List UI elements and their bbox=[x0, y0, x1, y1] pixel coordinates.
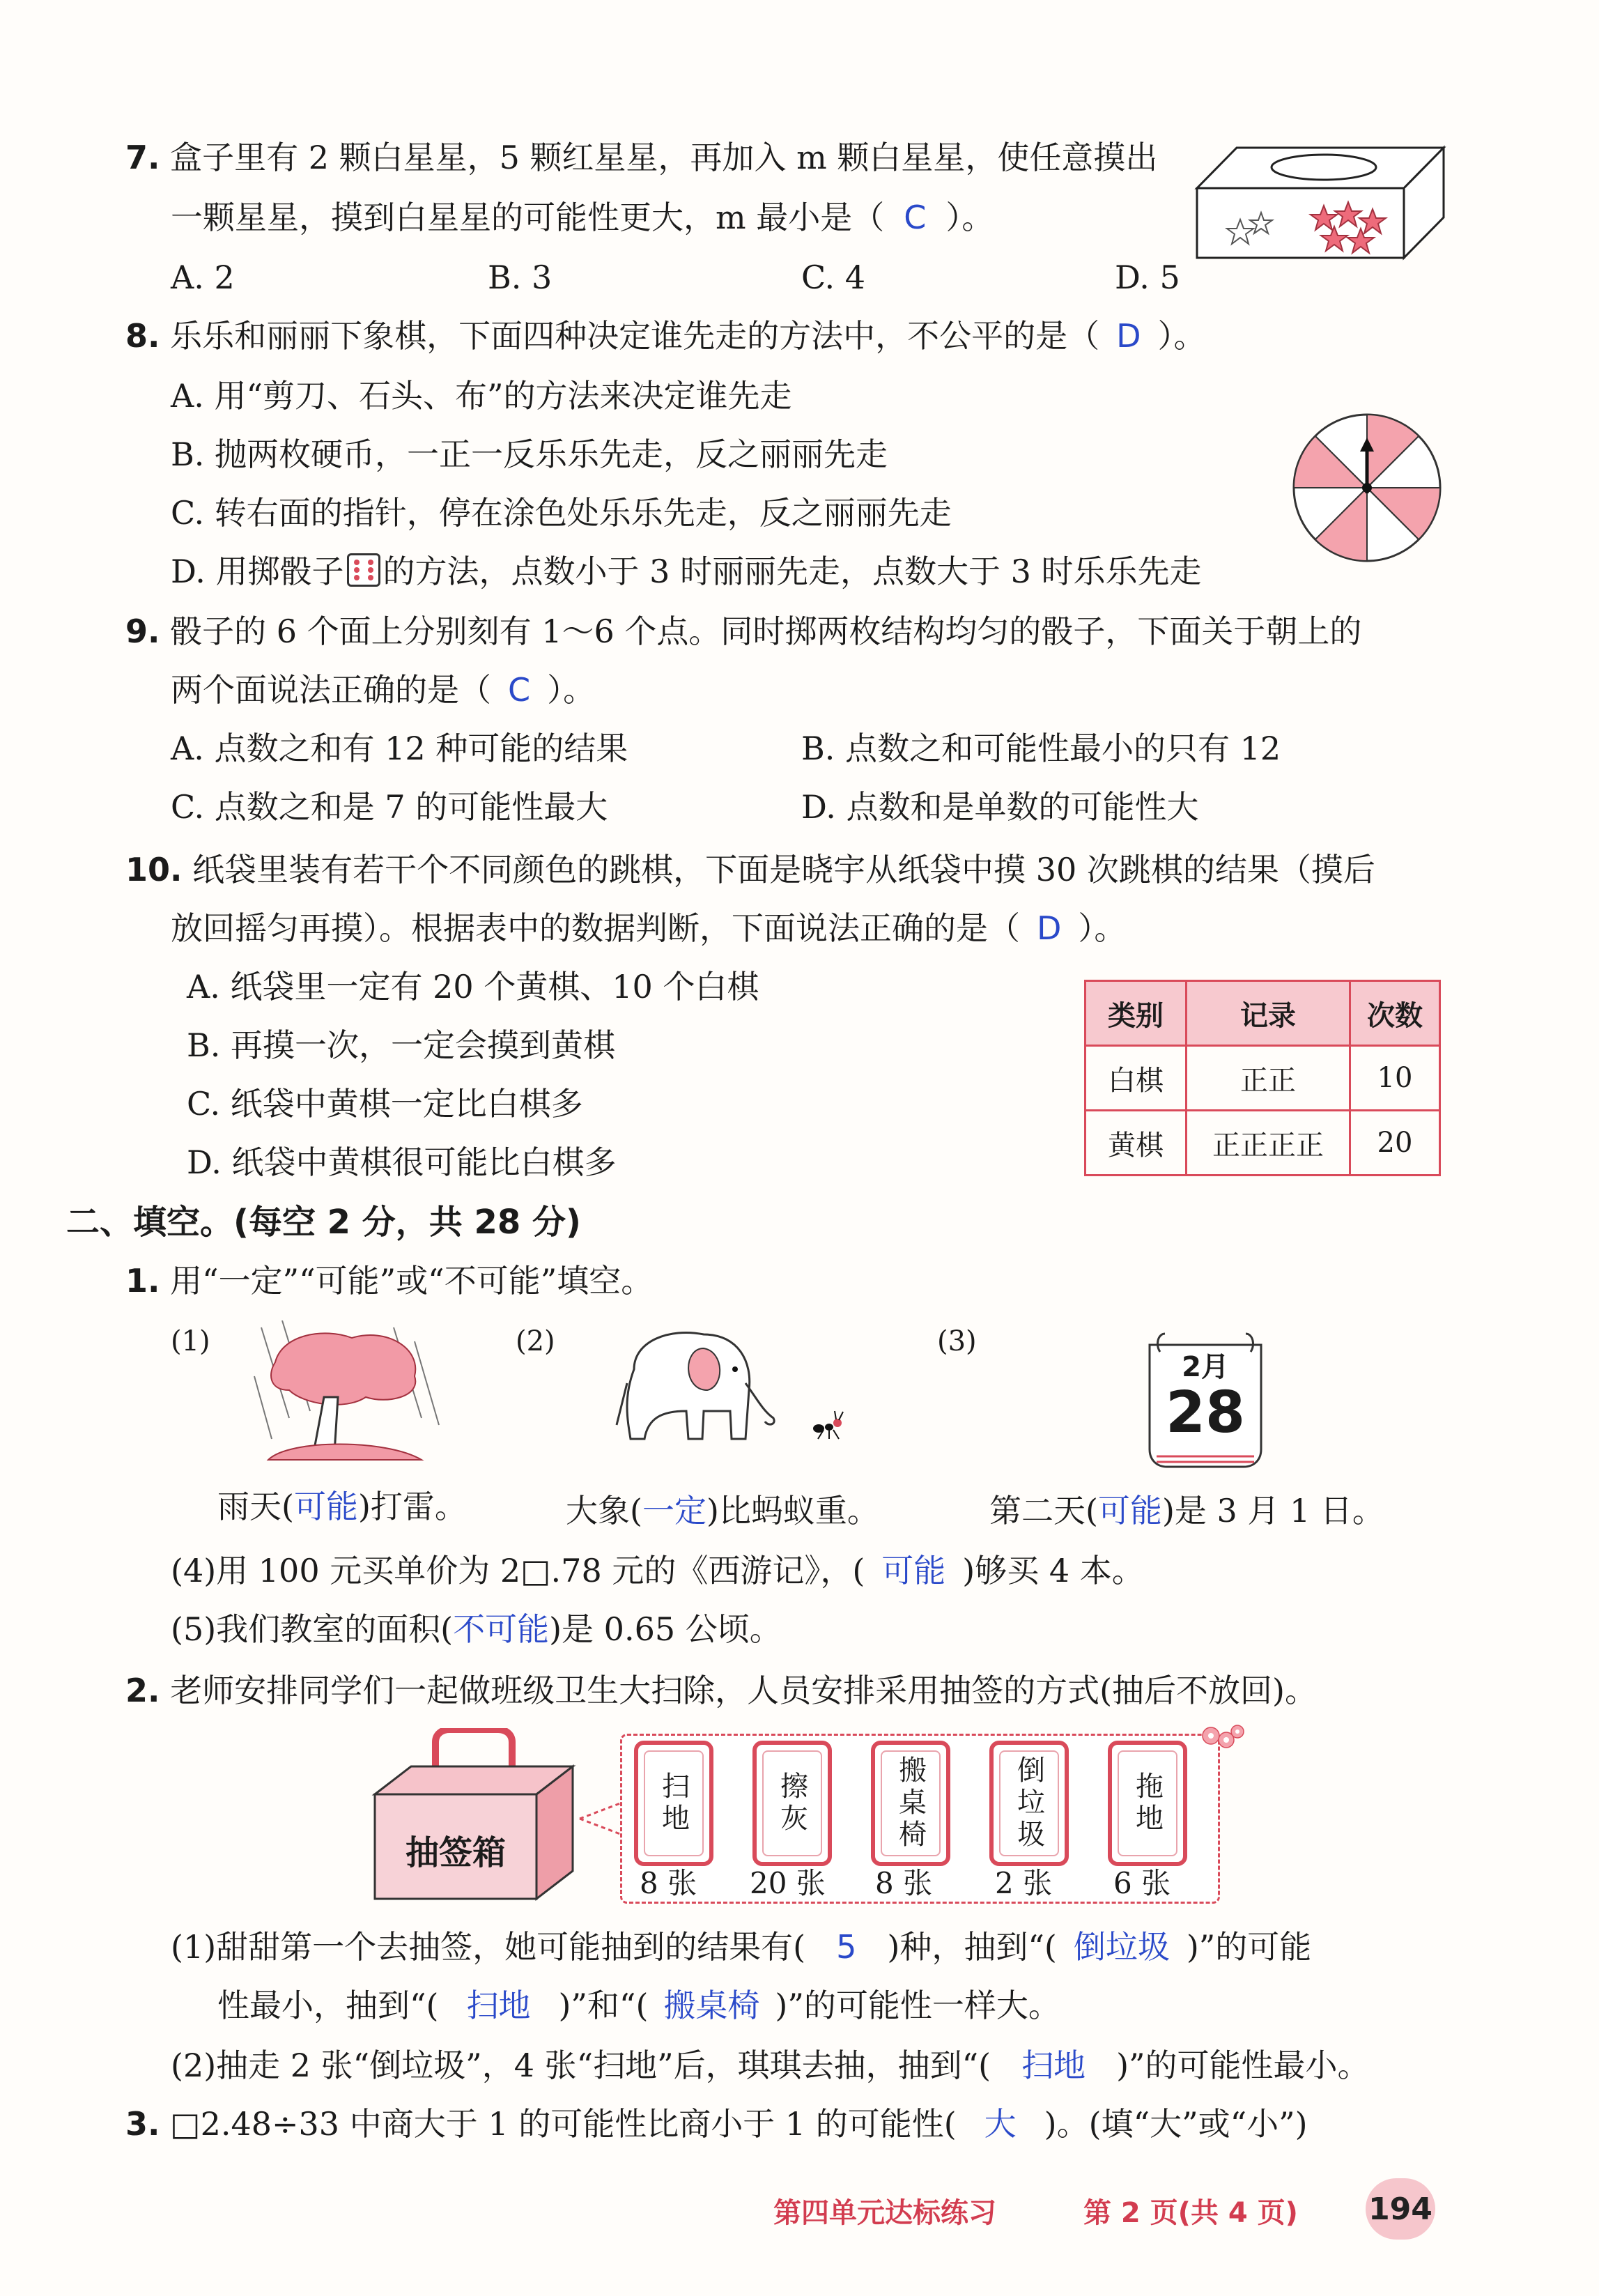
f2-p1-e: )”和“( bbox=[558, 1987, 649, 2024]
q7-option-c: C. 4 bbox=[801, 259, 866, 296]
f3-post: )。(填“大”或“小”) bbox=[1044, 2105, 1308, 2143]
f2-answer-part2: 扫地 bbox=[1021, 2047, 1086, 2084]
pic2-pre: 大象( bbox=[566, 1492, 642, 1530]
card-trash bbox=[989, 1741, 1069, 1866]
q10-line2-pre: 放回摇匀再摸）。根据表中的数据判断，下面说法正确的是（ bbox=[171, 909, 1020, 947]
table-cell: 正正正正 bbox=[1187, 1111, 1350, 1176]
q7-text: 盒子里有 2 颗白星星，5 颗红星星，再加入 m 颗白星星，使任意摸出 bbox=[170, 139, 1158, 176]
q7-line2-pre: 一颗星星，摸到白星星的可能性更大，m 最小是（ bbox=[171, 199, 885, 236]
table-row bbox=[1086, 1046, 1440, 1111]
calendar-illustration bbox=[1143, 1324, 1268, 1470]
q9-option-a: A. 点数之和有 12 种可能的结果 bbox=[171, 730, 628, 767]
f1-item4-post: )够买 4 本。 bbox=[962, 1552, 1144, 1589]
rain-tree-illustration bbox=[247, 1320, 442, 1474]
q7-option-b: B. 3 bbox=[488, 259, 553, 296]
calendar-month: 2月 bbox=[1182, 1351, 1229, 1383]
card-count: 8 张 bbox=[640, 1866, 697, 1900]
f2-answer-equal-2: 搬桌椅 bbox=[663, 1987, 760, 2024]
q7-number: 7. bbox=[125, 139, 160, 176]
q10-option-d: D. 纸袋中黄棋很可能比白棋多 bbox=[187, 1143, 617, 1181]
q10-answer: D bbox=[1037, 909, 1062, 947]
f1-item5-pre: (5)我们教室的面积( bbox=[171, 1610, 454, 1648]
f2-p2-a: (2)抽走 2 张“倒垃圾”，4 张“扫地”后，琪琪去抽，抽到“( bbox=[171, 2047, 991, 2084]
f2-p1-c: )”的可能 bbox=[1186, 1928, 1312, 1966]
q9-line1 bbox=[125, 610, 1361, 652]
card-move-desks bbox=[871, 1741, 950, 1866]
f2-part1-line2 bbox=[217, 1985, 1060, 2026]
page-number: 194 bbox=[1368, 2191, 1432, 2227]
q8-answer: D bbox=[1116, 317, 1141, 355]
pic1-post: )打雷。 bbox=[357, 1488, 467, 1525]
q9-number: 9. bbox=[125, 612, 160, 650]
pic1-pre: 雨天( bbox=[217, 1488, 294, 1525]
q8-line1 bbox=[125, 315, 1206, 357]
tally-table bbox=[1084, 980, 1441, 1176]
card-task: 拖地 bbox=[1131, 1771, 1164, 1835]
table-cell: 正正 bbox=[1187, 1046, 1350, 1111]
spinner-illustration bbox=[1290, 411, 1444, 564]
q7-line2-post: ）。 bbox=[945, 199, 994, 236]
f2-p1-b: )种，抽到“( bbox=[887, 1928, 1057, 1966]
card-count: 20 张 bbox=[750, 1866, 826, 1900]
q10-option-b: B. 再摸一次，一定会摸到黄棋 bbox=[187, 1026, 616, 1064]
q8-option-b: B. 抛两枚硬币，一正一反乐乐先走，反之丽丽先走 bbox=[171, 436, 888, 473]
pic2-sentence bbox=[566, 1490, 879, 1532]
q9-option-b: B. 点数之和可能性最小的只有 12 bbox=[801, 730, 1281, 767]
q10-number: 10. bbox=[125, 851, 183, 888]
ant-icon bbox=[808, 1401, 850, 1442]
table-header-record: 记录 bbox=[1187, 981, 1350, 1046]
q7-option-d: D. 5 bbox=[1115, 259, 1180, 296]
page-number-badge bbox=[1366, 2178, 1435, 2240]
f1-item5-post: )是 0.65 公顷。 bbox=[549, 1610, 782, 1648]
q9-option-c: C. 点数之和是 7 的可能性最大 bbox=[171, 788, 608, 826]
q9-line2 bbox=[171, 669, 595, 711]
f1-item4-pre: (4)用 100 元买单价为 2□.78 元的《西游记》，( bbox=[171, 1552, 865, 1589]
q9-line2-post: ）。 bbox=[547, 671, 596, 709]
f2-answer-count: 5 bbox=[836, 1928, 857, 1966]
q8-text-post: ）。 bbox=[1157, 317, 1206, 355]
table-cell: 黄棋 bbox=[1086, 1111, 1187, 1176]
pic1-answer: 可能 bbox=[293, 1488, 358, 1525]
f1-line bbox=[125, 1260, 653, 1302]
lottery-box bbox=[369, 1728, 578, 1902]
q7-line2 bbox=[171, 197, 994, 238]
q8-text: 乐乐和丽丽下象棋，下面四种决定谁先走的方法中，不公平的是（ bbox=[170, 317, 1100, 355]
q8-number: 8. bbox=[125, 317, 160, 355]
dice-icon bbox=[347, 553, 380, 587]
f1-item4-answer: 可能 bbox=[881, 1552, 946, 1589]
q10-option-a: A. 纸袋里一定有 20 个黄棋、10 个白棋 bbox=[187, 968, 759, 1006]
pic2-answer: 一定 bbox=[642, 1492, 706, 1530]
f2-p1-f: )”的可能性一样大。 bbox=[775, 1987, 1060, 2024]
f2-line bbox=[125, 1670, 1317, 1711]
f3-line bbox=[125, 2103, 1308, 2145]
q9-answer: C bbox=[508, 671, 531, 709]
card-dust bbox=[752, 1741, 832, 1866]
q7-option-a: A. 2 bbox=[171, 259, 235, 296]
table-cell: 白棋 bbox=[1086, 1046, 1187, 1111]
q9-text: 骰子的 6 个面上分别刻有 1～6 个点。同时掷两枚结构均匀的骰子，下面关于朝上的 bbox=[170, 612, 1362, 650]
f1-item5-answer: 不可能 bbox=[453, 1610, 550, 1648]
q8-option-c: C. 转右面的指针，停在涂色处乐乐先走，反之丽丽先走 bbox=[171, 494, 952, 532]
q7-line1 bbox=[125, 137, 1157, 178]
f1-item5 bbox=[171, 1608, 782, 1650]
f3-pre: □2.48÷33 中商大于 1 的可能性比商小于 1 的可能性( bbox=[170, 2105, 957, 2143]
q8-option-d bbox=[171, 550, 1202, 592]
lottery-box-label: 抽签箱 bbox=[405, 1833, 506, 1872]
card-task: 扫地 bbox=[657, 1771, 690, 1835]
f1-text: 用“一定”“可能”或“不可能”填空。 bbox=[170, 1262, 654, 1300]
section2-title: 二、填空。(每空 2 分，共 28 分) bbox=[66, 1203, 581, 1242]
f2-text: 老师安排同学们一起做班级卫生大扫除，人员安排采用抽签的方式(抽后不放回)。 bbox=[170, 1672, 1318, 1709]
table-header-category: 类别 bbox=[1086, 981, 1187, 1046]
q8-option-a: A. 用“剪刀、石头、布”的方法来决定谁先走 bbox=[171, 377, 792, 415]
q10-option-c: C. 纸袋中黄棋一定比白棋多 bbox=[187, 1085, 583, 1123]
q10-line1 bbox=[125, 849, 1375, 891]
card-count: 8 张 bbox=[875, 1866, 933, 1900]
card-mop bbox=[1108, 1741, 1187, 1866]
f1-item4 bbox=[171, 1550, 1144, 1592]
calendar-day: 28 bbox=[1165, 1380, 1246, 1446]
pic3-answer: 可能 bbox=[1097, 1492, 1162, 1530]
flower-icon bbox=[1197, 1722, 1246, 1757]
f3-answer: 大 bbox=[984, 2105, 1017, 2143]
table-cell: 10 bbox=[1350, 1046, 1440, 1111]
pic3-post: )是 3 月 1 日。 bbox=[1161, 1492, 1384, 1530]
f2-p1-d: 性最小，抽到“( bbox=[217, 1987, 439, 2024]
f2-part2 bbox=[171, 2044, 1370, 2086]
pic1-label: (1) bbox=[171, 1325, 210, 1357]
f3-number: 3. bbox=[125, 2105, 160, 2143]
q9-option-d: D. 点数和是单数的可能性大 bbox=[801, 788, 1199, 826]
f2-number: 2. bbox=[125, 1672, 160, 1709]
pic2-post: )比蚂蚁重。 bbox=[706, 1492, 879, 1530]
q8-option-d-pre: D. 用掷骰子 bbox=[171, 553, 344, 590]
q10-line2 bbox=[171, 907, 1126, 949]
star-box-illustration bbox=[1191, 139, 1449, 265]
f2-part1-line1 bbox=[171, 1926, 1311, 1968]
pic3-pre: 第二天( bbox=[989, 1492, 1098, 1530]
card-count: 6 张 bbox=[1113, 1866, 1171, 1900]
q7-answer: C bbox=[904, 199, 927, 236]
elephant-illustration bbox=[606, 1320, 787, 1460]
q8-option-d-post: 的方法，点数小于 3 时丽丽先走，点数大于 3 时乐乐先走 bbox=[383, 553, 1202, 590]
pic2-label: (2) bbox=[516, 1325, 555, 1357]
footer-page-text: 第 2 页(共 4 页) bbox=[1083, 2197, 1298, 2229]
footer-unit: 第四单元达标练习 bbox=[773, 2197, 996, 2229]
q10-line2-post: ）。 bbox=[1078, 909, 1127, 947]
card-task: 搬桌椅 bbox=[894, 1755, 927, 1851]
card-task: 擦灰 bbox=[775, 1771, 808, 1835]
q9-line2-pre: 两个面说法正确的是（ bbox=[171, 671, 491, 709]
card-task: 倒垃圾 bbox=[1012, 1755, 1045, 1851]
pic3-label: (3) bbox=[937, 1325, 977, 1357]
f2-answer-equal-1: 扫地 bbox=[466, 1987, 531, 2024]
q10-text: 纸袋里装有若干个不同颜色的跳棋，下面是晓宇从纸袋中摸 30 次跳棋的结果（摸后 bbox=[192, 851, 1375, 888]
card-sweep bbox=[634, 1741, 713, 1866]
table-row bbox=[1086, 1111, 1440, 1176]
table-cell: 20 bbox=[1350, 1111, 1440, 1176]
table-header-count: 次数 bbox=[1350, 981, 1440, 1046]
pic3-sentence bbox=[989, 1490, 1384, 1532]
f2-answer-least: 倒垃圾 bbox=[1073, 1928, 1170, 1966]
f2-p2-b: )”的可能性最小。 bbox=[1116, 2047, 1370, 2084]
f2-p1-a: (1)甜甜第一个去抽签，她可能抽到的结果有( bbox=[171, 1928, 806, 1966]
f1-number: 1. bbox=[125, 1262, 160, 1300]
pic1-sentence bbox=[217, 1486, 467, 1527]
card-count: 2 张 bbox=[995, 1866, 1053, 1900]
